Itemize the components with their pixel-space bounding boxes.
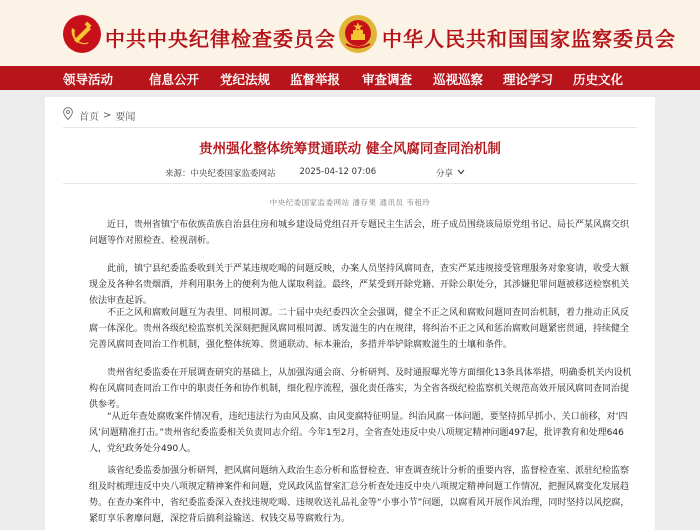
divider — [63, 127, 637, 128]
article-paragraph: 此前，镇宁县纪委监委收到关于严某违规吃喝的问题反映，办案人员坚持风腐同查，查实严某违规接受管理服务对象宴请，收受大额现金及各种名贵烟酒，并利用职务上的便利为他人谋取利益。最终，严某受到开除党籍、开除公职处分，其涉嫌犯罪问题被移送检察机关依法审查起诉。 — [89, 264, 630, 306]
breadcrumb-home[interactable]: 首页 — [79, 111, 99, 123]
nav-item-inspection[interactable]: 巡视巡察 — [433, 72, 484, 87]
article-paragraph: 近日，贵州省镇宁布依族苗族自治县住房和城乡建设局党组召开专题民主生活会，班子成员围绕该局原党组书记、局长严某风腐交织问题等作对照检查、检视剖析。 — [89, 220, 630, 246]
article-page — [45, 97, 655, 530]
nav-item-report[interactable]: 监督举报 — [290, 72, 341, 87]
breadcrumb-current[interactable]: 要闻 — [115, 111, 136, 123]
article-paragraph: 不正之风和腐败问题互为表里、同根同源。二十届中央纪委四次全会强调，健全不正之风和腐败问题同查同治机制，着力推动正风反腐一体深化。贵州各级纪检监察机关深刻把握风腐同根同源、诱发滋生的内在规律，将纠治不正之风和惩治腐败问题紧密贯通，持续健全完善风腐同查同治工作机制，强化整体统筹、贯通联动、标本兼治，多措并举铲除腐败滋生的土壤和条件。 — [89, 308, 630, 350]
nsc-title[interactable]: 中华人民共和国国家监察委员会 — [382, 27, 676, 51]
article-meta — [165, 167, 376, 179]
breadcrumb-separator: > — [103, 109, 112, 121]
main-nav — [0, 66, 700, 90]
article-source: 来源：中央纪委国家监委网站 — [165, 169, 276, 179]
cpc-ccdi-title[interactable]: 中共中央纪律检查委员会 — [105, 27, 336, 51]
article-paragraph: “从近年查处腐败案件情况看，违纪违法行为由风及腐、由风变腐特征明显。纠治风腐一体问题，要坚持抓早抓小、关口前移，对‘四风’问题精准打击。”贵州省纪委监委相关负责同志介绍。今年1至2月，全省查处违反中央八项规定精神问题497起，批评教育和处理646人，党纪政务处分490人。 — [89, 412, 628, 454]
article-paragraph: 贵州省纪委监委在开展调查研究的基础上，从加强沟通会商、分析研判、及时通报曝光等方面细化13条具体举措，明确委机关内设机构在风腐同查同治工作中的职责任务和协作机制，细化程序流程，强化责任落实，为全省各级纪检监察机关规范高效开展风腐同查同治提供参考。 — [89, 368, 632, 410]
article-paragraph: 该省纪委监委加强分析研判，把风腐问题纳入政治生态分析和监督检查、审查调查统计分析的重要内容，监督检查室、派驻纪检监察组及时梳理违反中央八项规定精神案件和问题，党风政风监督室汇总分析查处违反中央八项规定精神问题工作情况，把握风腐变化发展趋势。在查办案件中，省纪委监委深入查找违规吃喝、违规收送礼品礼金等“小事小节”问题，以腐看风开展作风治理，同时坚持以风挖腐，紧盯享乐奢靡问题，深挖背后搞利益输送、权钱交易等腐败行为。 — [89, 466, 630, 524]
nav-item-leadership[interactable]: 领导活动 — [63, 72, 114, 87]
party-emblem-icon[interactable] — [62, 14, 102, 54]
article-date: 2025-04-12 07:06 — [299, 167, 377, 177]
divider — [63, 183, 637, 184]
chevron-down-icon — [457, 168, 465, 178]
share-label: 分享 — [436, 169, 454, 179]
national-emblem-icon[interactable] — [338, 14, 378, 54]
nav-item-regulations[interactable]: 党纪法规 — [220, 72, 271, 87]
nav-item-investigation[interactable]: 审查调查 — [362, 72, 413, 87]
location-pin-icon — [63, 107, 73, 123]
nav-item-history[interactable]: 历史文化 — [573, 72, 624, 87]
article-byline: 中央纪委国家监委网站 潘存果 通讯员 韦租玲 — [269, 198, 431, 207]
share-button[interactable] — [436, 167, 465, 179]
nav-item-theory[interactable]: 理论学习 — [503, 72, 554, 87]
site-header — [0, 0, 700, 66]
nav-item-info-disclosure[interactable]: 信息公开 — [149, 72, 200, 87]
article-title: 贵州强化整体统筹贯通联动 健全风腐同查同治机制 — [199, 141, 501, 157]
breadcrumb — [63, 107, 135, 123]
